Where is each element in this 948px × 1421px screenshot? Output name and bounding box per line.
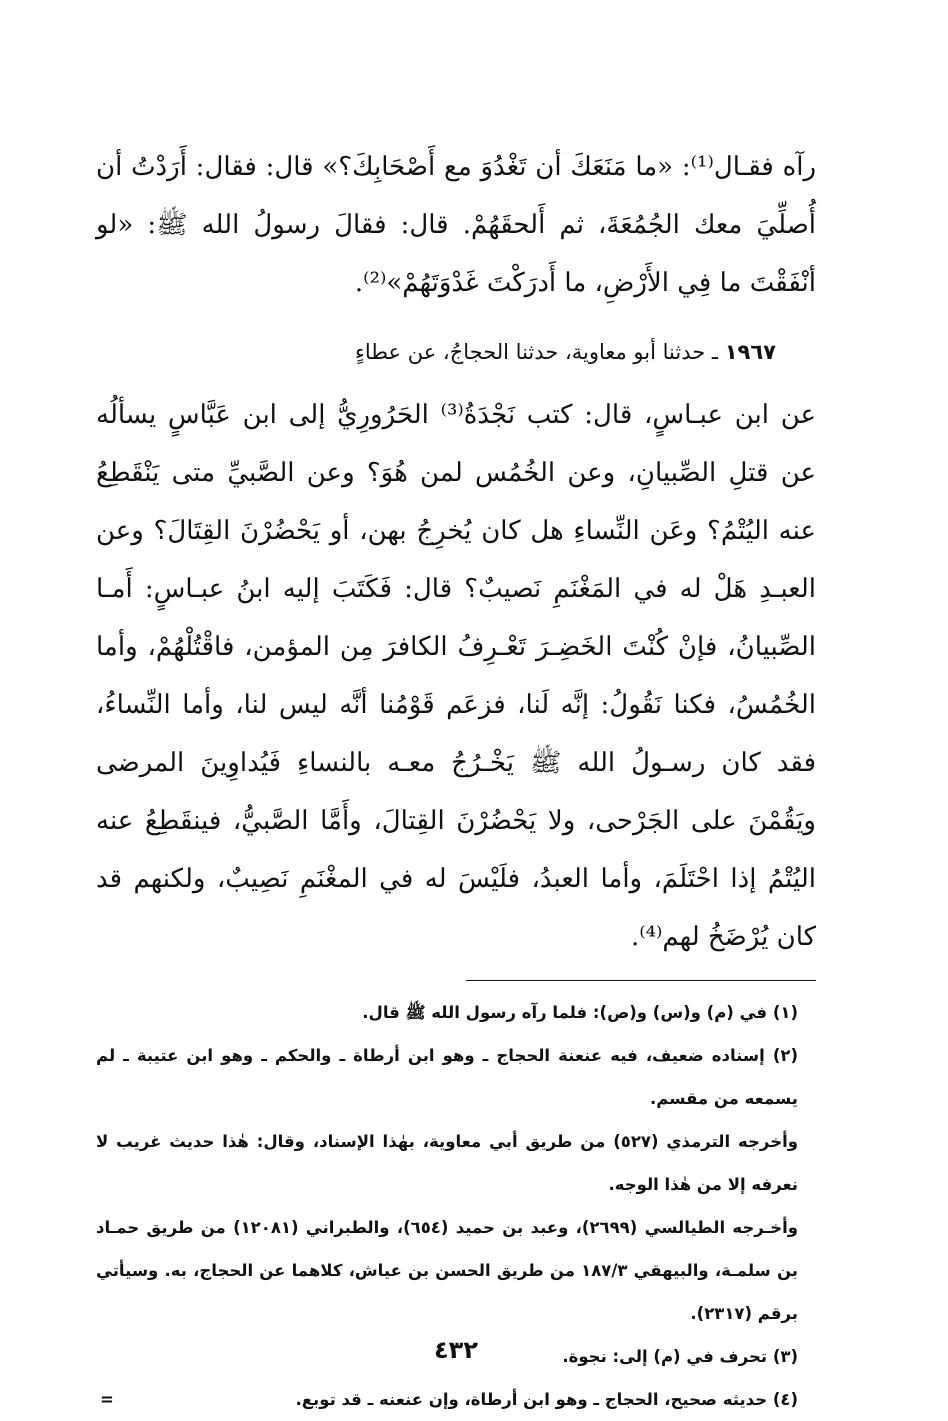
footnote-3: (٣) تحرف في (م) إلى: نجوة. (562, 1347, 798, 1366)
paragraph-1: رآه فقـال⁽¹⁾: «ما مَنَعَكَ أن تَغْدُوَ مع أَصْحَابِكَ؟» قال: فقال: أَرَدْتُ أن أُصلِّيَ معك الجُمُعَةَ، ثم أَلحقَهُمْ. قال: فقالَ رسولُ الله ﷺ: «لو أنْفَقْتَ ما فِي الأَرْضِ، ما أَدرَكْتَ غَدْوَتَهُمْ»⁽²⁾. (96, 152, 816, 298)
footnote-1: (١) في (م) و(س) و(ص): فلما رآه رسول الله ﷺ قال. (362, 1003, 798, 1022)
hadith-heading (96, 328, 816, 376)
footnote-4-text: (٤) حديثه صحيح، الحجاج ـ وهو ابن أرطاة، وإن عنعنه ـ قد توبع. (295, 1390, 798, 1409)
hadith-number: ١٩٦٧ (724, 340, 776, 364)
footnote-2-tirmidhi: وأخرجه الترمذي (٥٢٧) من طريق أبي معاوية، بهٰذا الإسناد، وقال: هٰذا حديث غريب لا نعرفه إلا من هٰذا الوجه. (96, 1132, 798, 1194)
footnote-2-tayalisi: وأخـرجه الطيالسي (٢٦٩٩)، وعبد بن حميد (٦٥٤)، والطبراني (١٢٠٨١) من طريق حمـاد بن سلمـة، والبيهقي ١٨٧/٣ من طريق الحسن بن عياش، كلاهما عن الحجاج، به. وسيأتي برقم (٢٣١٧). (96, 1218, 799, 1323)
footnote-separator (466, 980, 816, 981)
page-content (96, 138, 816, 1421)
footnote-2: (٢) إسناده ضعيف، فيه عنعنة الحجاج ـ وهو ابن أرطاة ـ والحكم ـ وهو ابن عتيبة ـ لم يسمعه من مقسم. (96, 1046, 798, 1108)
continuation-mark: = (100, 1390, 114, 1409)
hadith-chain: ـ حدثنا أبو معاوية، حدثنا الحجاجُ، عن عطاءٍ (355, 340, 719, 364)
paragraph-2: عن ابن عبـاسٍ، قال: كتب نَجْدَةُ⁽³⁾ الحَرُورِيُّ إلى ابن عَبَّاسٍ يسألُه عن قتلِ الصِّبيانِ، وعن الخُمُس لمن هُوَ؟ وعن الصَّبيِّ متى يَنْقَطِعُ عنه اليُتْمُ؟ وعَن النِّساءِ هل كان يُخرِجُ بهن، أو يَحْضُرْنَ القِتَالَ؟ وعن العبـدِ هَلْ له في المَغْنَمِ نَصيبٌ؟ قال: فَكَتَبَ إليه ابنُ عبـاسٍ: أَمـا الصِّبيانُ، فإنْ كُنْتَ الخَضِـرَ تَعْـرِفُ الكافرَ مِن المؤمن، فاقْتُلْهُمْ، وأما الخُمُسُ، فكنا نَقُولُ: إنَّه لَنا، فزعَم قَوْمُنا أنَّه ليس لنا، وأما النِّساءُ، فقد كان رسـولُ الله ﷺ يَخْـرُجُ معـه بالنساءِ فَيُداوِينَ المرضى ويَقُمْنَ على الجَرْحى، ولا يَحْضُرْنَ القِتالَ، وأَمَّا الصَّبيُّ، فينقَطِعُ عنه اليُتْمُ إذا احْتَلَمَ، وأما العبدُ، فلَيْسَ له في المغْنَمِ نَصِيبٌ، ولكنهم قد كان يُرْضَخُ لهم⁽⁴⁾. (96, 400, 816, 952)
main-text (96, 138, 816, 966)
page-number: ٤٣٢ (434, 1336, 478, 1364)
footnote-4 (96, 1378, 816, 1421)
